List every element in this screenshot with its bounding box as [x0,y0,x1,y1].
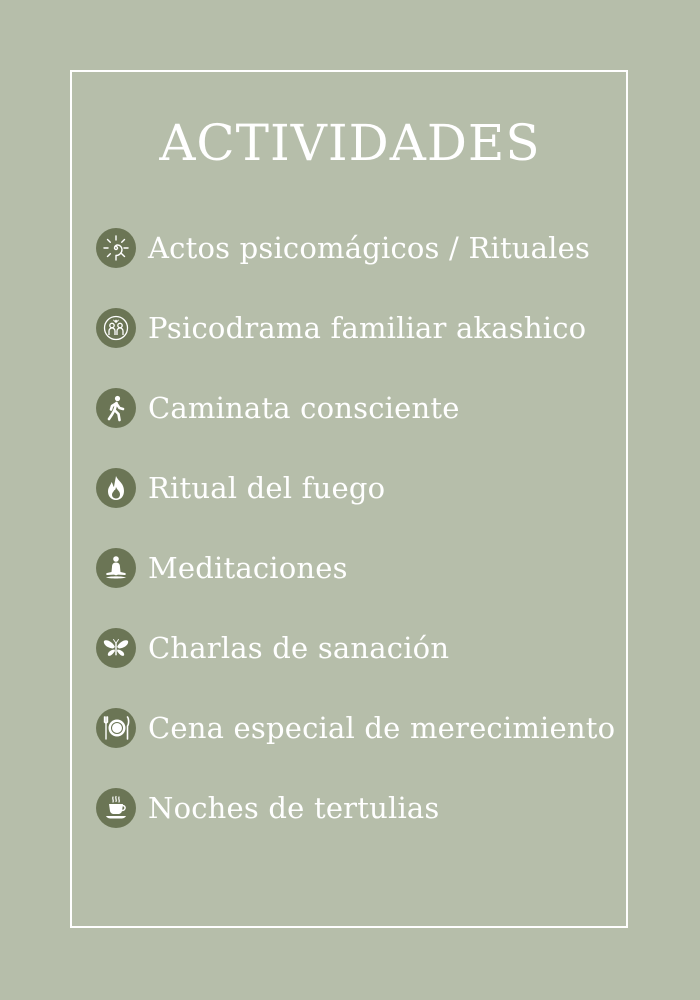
activity-label: Psicodrama familiar akashico [148,311,587,345]
activity-label: Charlas de sanación [148,631,450,665]
activity-label: Ritual del fuego [148,471,386,505]
list-item [96,306,615,350]
list-item [96,546,615,590]
fire-icon [96,468,136,508]
activities-list [96,226,615,866]
activity-label: Caminata consciente [148,391,460,425]
list-item [96,626,615,670]
list-item [96,706,615,750]
activity-label: Actos psicomágicos / Rituales [148,231,591,265]
meditation-icon [96,548,136,588]
dinner-plate-icon [96,708,136,748]
activity-label: Noches de tertulias [148,791,440,825]
family-icon [96,308,136,348]
walking-person-icon [96,388,136,428]
activity-label: Cena especial de merecimiento [148,711,616,745]
list-item [96,386,615,430]
activity-label: Meditaciones [148,551,348,585]
sun-spiral-icon [96,228,136,268]
list-item [96,786,615,830]
list-item [96,466,615,510]
butterfly-icon [96,628,136,668]
list-item [96,226,615,270]
coffee-cup-icon [96,788,136,828]
page-title: ACTIVIDADES [159,114,541,172]
